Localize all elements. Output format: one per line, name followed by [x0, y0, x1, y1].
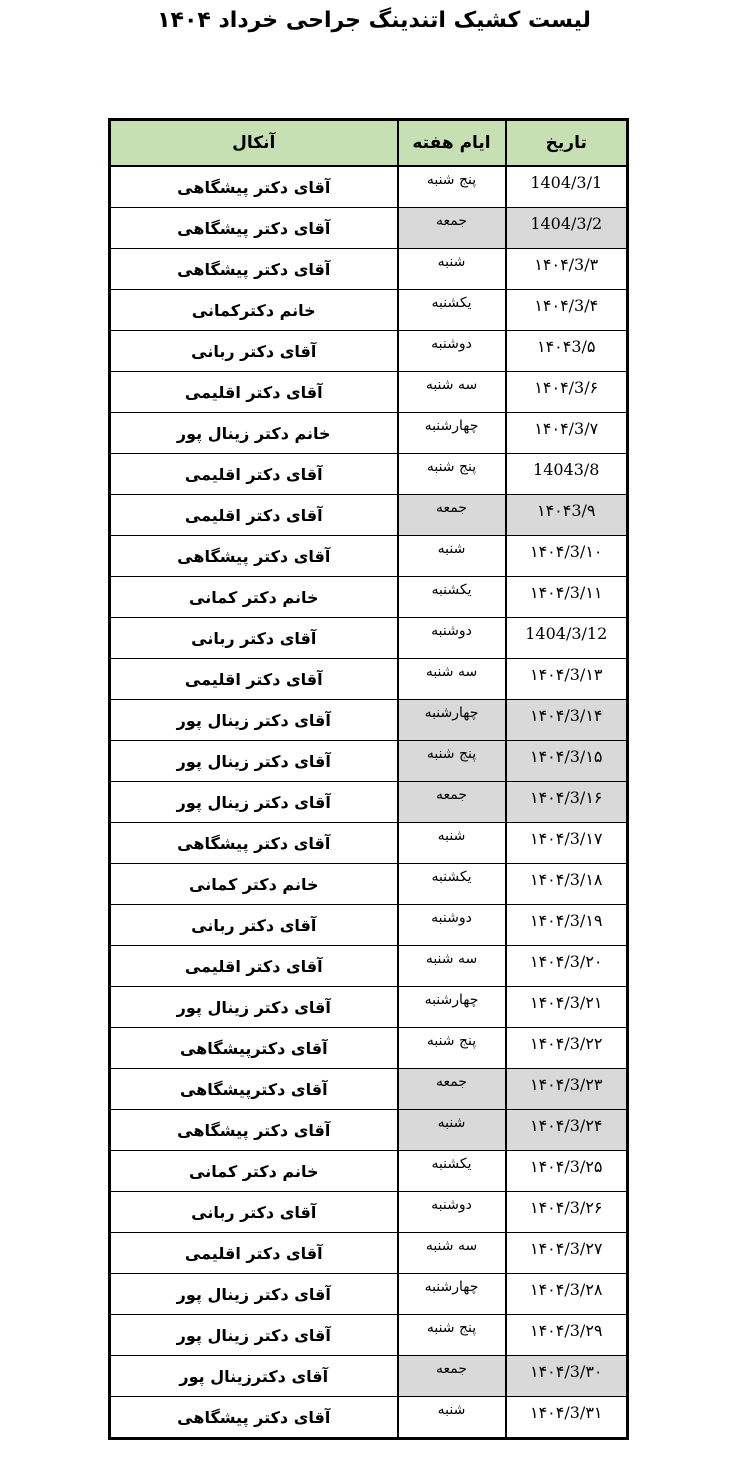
- on-call-name-cell: آقای دکتر اقلیمی: [110, 495, 398, 536]
- weekday-cell: دوشنبه: [398, 331, 506, 372]
- date-cell: ۱۴۰۴/3/۱۹: [506, 905, 628, 946]
- table-row: [110, 454, 628, 495]
- on-call-name-cell: آقای دکتر پیشگاهی: [110, 823, 398, 864]
- table-row: [110, 618, 628, 659]
- date-cell: 1404/3/2: [506, 208, 628, 249]
- table-row: [110, 1274, 628, 1315]
- weekday-cell: سه شنبه: [398, 659, 506, 700]
- weekday-cell: سه شنبه: [398, 946, 506, 987]
- on-call-name-cell: آقای دکتر پیشگاهی: [110, 1397, 398, 1439]
- on-call-name-cell: آقای دکتر ربانی: [110, 905, 398, 946]
- on-call-name-cell: آقای دکتر زینال پور: [110, 987, 398, 1028]
- table-row: [110, 372, 628, 413]
- date-cell: ۱۴۰۴/3/۶: [506, 372, 628, 413]
- on-call-name-cell: آقای دکتر زینال پور: [110, 1274, 398, 1315]
- schedule-table: [108, 118, 629, 1440]
- on-call-name-cell: آقای دکتر ربانی: [110, 1192, 398, 1233]
- on-call-name-cell: آقای دکتر ربانی: [110, 331, 398, 372]
- date-cell: ۱۴۰۴/3/۱۱: [506, 577, 628, 618]
- weekday-cell: دوشنبه: [398, 618, 506, 659]
- weekday-cell: چهارشنبه: [398, 413, 506, 454]
- weekday-cell: پنج شنبه: [398, 1028, 506, 1069]
- table-row: [110, 1028, 628, 1069]
- table-row: [110, 331, 628, 372]
- date-cell: ۱۴۰۴/3/۱۶: [506, 782, 628, 823]
- on-call-name-cell: آقای دکترپیشگاهی: [110, 1069, 398, 1110]
- date-cell: ۱۴۰۴/3/۲۰: [506, 946, 628, 987]
- on-call-name-cell: آقای دکتر زینال پور: [110, 741, 398, 782]
- date-cell: ۱۴۰۴/3/۲۱: [506, 987, 628, 1028]
- table-row: [110, 1397, 628, 1439]
- table-row: [110, 413, 628, 454]
- weekday-cell: سه شنبه: [398, 372, 506, 413]
- date-cell: ۱۴۰۴/3/۲۸: [506, 1274, 628, 1315]
- date-cell: ۱۴۰۴/3/۱۳: [506, 659, 628, 700]
- on-call-name-cell: آقای دکتر اقلیمی: [110, 659, 398, 700]
- on-call-name-cell: خانم دکتر زینال پور: [110, 413, 398, 454]
- on-call-name-cell: آقای دکترپیشگاهی: [110, 1028, 398, 1069]
- weekday-cell: یکشنبه: [398, 290, 506, 331]
- date-cell: ۱۴۰۴/3/۱۸: [506, 864, 628, 905]
- table-row: [110, 864, 628, 905]
- on-call-name-cell: آقای دکتر پیشگاهی: [110, 536, 398, 577]
- date-cell: 1404/3/12: [506, 618, 628, 659]
- table-row: [110, 700, 628, 741]
- table-row: [110, 1110, 628, 1151]
- date-cell: ۱۴۰۴/3/۷: [506, 413, 628, 454]
- on-call-name-cell: آقای دکتر پیشگاهی: [110, 166, 398, 208]
- weekday-cell: یکشنبه: [398, 577, 506, 618]
- page-title: لیست کشیک اتندینگ جراحی خرداد ۱۴۰۴: [157, 8, 591, 33]
- weekday-cell: شنبه: [398, 1110, 506, 1151]
- on-call-name-cell: خانم دکتر کمانی: [110, 577, 398, 618]
- weekday-cell: چهارشنبه: [398, 987, 506, 1028]
- on-call-name-cell: خانم دکتر کمانی: [110, 864, 398, 905]
- table-row: [110, 782, 628, 823]
- on-call-name-cell: آقای دکتر زینال پور: [110, 700, 398, 741]
- table-row: [110, 536, 628, 577]
- weekday-cell: پنج شنبه: [398, 1315, 506, 1356]
- on-call-name-cell: آقای دکتر پیشگاهی: [110, 1110, 398, 1151]
- on-call-name-cell: آقای دکترزینال پور: [110, 1356, 398, 1397]
- on-call-name-cell: آقای دکتر اقلیمی: [110, 454, 398, 495]
- weekday-cell: چهارشنبه: [398, 700, 506, 741]
- date-cell: ۱۴۰۴/3/۱۴: [506, 700, 628, 741]
- weekday-cell: شنبه: [398, 249, 506, 290]
- table-row: [110, 495, 628, 536]
- date-cell: ۱۴۰۴/3/۳۱: [506, 1397, 628, 1439]
- date-cell: 14043/8: [506, 454, 628, 495]
- on-call-name-cell: آقای دکتر پیشگاهی: [110, 249, 398, 290]
- weekday-cell: جمعه: [398, 782, 506, 823]
- date-cell: ۱۴۰۴/3/۱۷: [506, 823, 628, 864]
- table-row: [110, 1356, 628, 1397]
- table-row: [110, 1192, 628, 1233]
- table-row: [110, 946, 628, 987]
- date-cell: ۱۴۰۴/3/۲۵: [506, 1151, 628, 1192]
- date-cell: ۱۴۰۴3/۵: [506, 331, 628, 372]
- on-call-name-cell: خانم دکتر کمانی: [110, 1151, 398, 1192]
- weekday-cell: جمعه: [398, 1356, 506, 1397]
- weekday-cell: شنبه: [398, 823, 506, 864]
- weekday-cell: شنبه: [398, 536, 506, 577]
- header-date: تاریخ: [506, 120, 628, 167]
- on-call-name-cell: خانم دکترکمانی: [110, 290, 398, 331]
- weekday-cell: جمعه: [398, 495, 506, 536]
- date-cell: ۱۴۰۴/3/۱۰: [506, 536, 628, 577]
- weekday-cell: پنج شنبه: [398, 166, 506, 208]
- header-on-call: آنکال: [110, 120, 398, 167]
- table-row: [110, 1069, 628, 1110]
- schedule-body: [110, 166, 628, 1439]
- on-call-name-cell: آقای دکتر پیشگاهی: [110, 208, 398, 249]
- table-row: [110, 1151, 628, 1192]
- header-row: [110, 120, 628, 167]
- date-cell: ۱۴۰۴/3/۲۳: [506, 1069, 628, 1110]
- date-cell: ۱۴۰۴/3/۳۰: [506, 1356, 628, 1397]
- date-cell: ۱۴۰۴/3/۲۹: [506, 1315, 628, 1356]
- on-call-name-cell: آقای دکتر اقلیمی: [110, 372, 398, 413]
- on-call-name-cell: آقای دکتر اقلیمی: [110, 946, 398, 987]
- weekday-cell: سه شنبه: [398, 1233, 506, 1274]
- table-row: [110, 659, 628, 700]
- weekday-cell: چهارشنبه: [398, 1274, 506, 1315]
- table-row: [110, 577, 628, 618]
- table-row: [110, 208, 628, 249]
- table-row: [110, 290, 628, 331]
- weekday-cell: جمعه: [398, 208, 506, 249]
- weekday-cell: دوشنبه: [398, 905, 506, 946]
- table-row: [110, 905, 628, 946]
- table-row: [110, 1315, 628, 1356]
- table-row: [110, 249, 628, 290]
- table-row: [110, 166, 628, 208]
- table-row: [110, 987, 628, 1028]
- on-call-name-cell: آقای دکتر زینال پور: [110, 782, 398, 823]
- table-row: [110, 823, 628, 864]
- table-row: [110, 1233, 628, 1274]
- weekday-cell: یکشنبه: [398, 864, 506, 905]
- date-cell: ۱۴۰۴/3/۲۷: [506, 1233, 628, 1274]
- date-cell: ۱۴۰۴3/۹: [506, 495, 628, 536]
- weekday-cell: پنج شنبه: [398, 454, 506, 495]
- weekday-cell: شنبه: [398, 1397, 506, 1439]
- header-weekday: ایام هفته: [398, 120, 506, 167]
- on-call-name-cell: آقای دکتر زینال پور: [110, 1315, 398, 1356]
- on-call-name-cell: آقای دکتر ربانی: [110, 618, 398, 659]
- date-cell: ۱۴۰۴/3/۳: [506, 249, 628, 290]
- date-cell: ۱۴۰۴/3/۴: [506, 290, 628, 331]
- weekday-cell: جمعه: [398, 1069, 506, 1110]
- date-cell: ۱۴۰۴/3/۲۶: [506, 1192, 628, 1233]
- table-row: [110, 741, 628, 782]
- on-call-name-cell: آقای دکتر اقلیمی: [110, 1233, 398, 1274]
- date-cell: 1404/3/1: [506, 166, 628, 208]
- date-cell: ۱۴۰۴/3/۲۲: [506, 1028, 628, 1069]
- date-cell: ۱۴۰۴/3/۲۴: [506, 1110, 628, 1151]
- date-cell: ۱۴۰۴/3/۱۵: [506, 741, 628, 782]
- weekday-cell: پنج شنبه: [398, 741, 506, 782]
- weekday-cell: یکشنبه: [398, 1151, 506, 1192]
- weekday-cell: دوشنبه: [398, 1192, 506, 1233]
